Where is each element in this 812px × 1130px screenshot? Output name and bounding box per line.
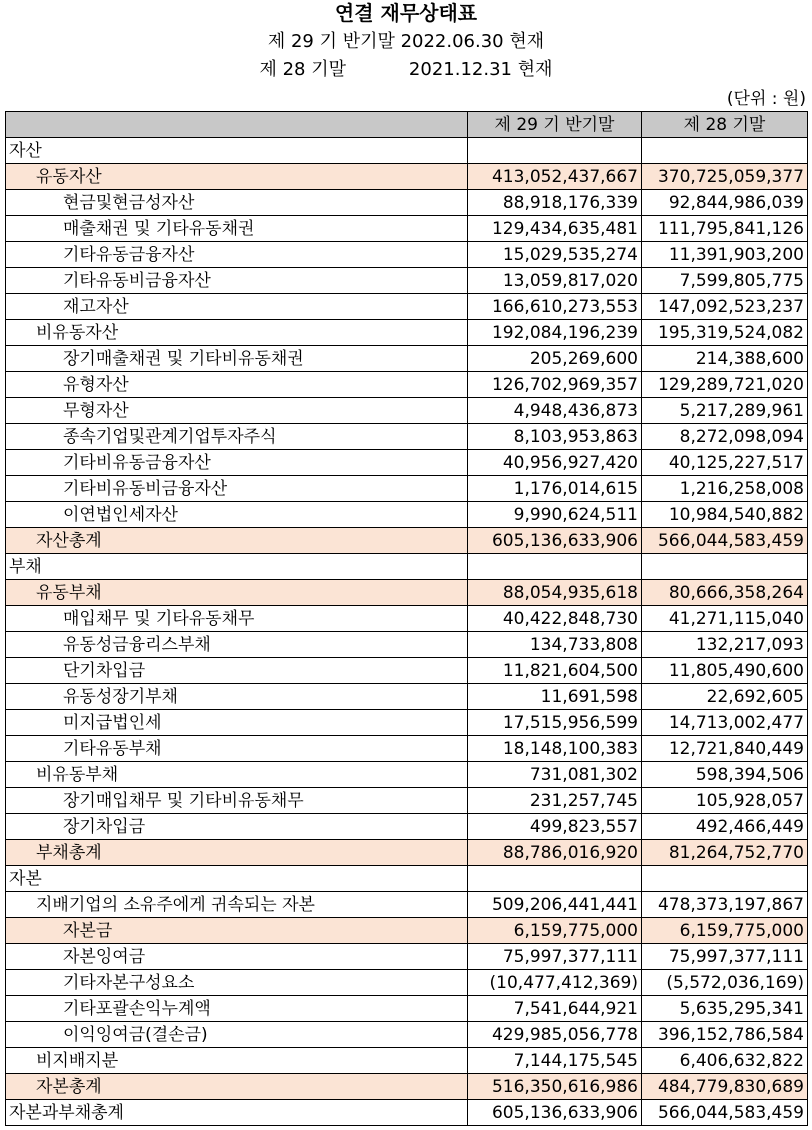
current-period-value: 129,434,635,481	[468, 216, 642, 242]
table-row	[6, 294, 808, 320]
account-label: 기타포괄손익누계액	[6, 996, 468, 1022]
table-row	[6, 424, 808, 450]
account-label: 비유동자산	[6, 320, 468, 346]
account-label: 비유동부채	[6, 762, 468, 788]
current-period-value: 205,269,600	[468, 346, 642, 372]
current-period-value: 88,918,176,339	[468, 190, 642, 216]
account-label: 자본잉여금	[6, 944, 468, 970]
account-label: 유동자산	[6, 164, 468, 190]
current-period-value: 88,054,935,618	[468, 580, 642, 606]
table-row	[6, 944, 808, 970]
table-row	[6, 138, 808, 164]
table-row	[6, 242, 808, 268]
current-period-value	[468, 866, 642, 892]
table-row	[6, 450, 808, 476]
prior-period-value: 132,217,093	[642, 632, 808, 658]
table-row	[6, 684, 808, 710]
current-period-value: 413,052,437,667	[468, 164, 642, 190]
prior-period-value: 566,044,583,459	[642, 528, 808, 554]
period-prior: 제 28 기말 2021.12.31 현재	[259, 59, 553, 80]
account-label: 지배기업의 소유주에게 귀속되는 자본	[6, 892, 468, 918]
current-period-value: 88,786,016,920	[468, 840, 642, 866]
current-period-value: 4,948,436,873	[468, 398, 642, 424]
table-row	[6, 736, 808, 762]
prior-period-value: 129,289,721,020	[642, 372, 808, 398]
prior-period-value: 92,844,986,039	[642, 190, 808, 216]
table-row	[6, 788, 808, 814]
prior-period-value: 7,599,805,775	[642, 268, 808, 294]
table-row	[6, 1048, 808, 1074]
account-label: 부채총계	[6, 840, 468, 866]
account-label: 자본총계	[6, 1074, 468, 1100]
table-row	[6, 1100, 808, 1126]
account-label: 종속기업및관계기업투자주식	[6, 424, 468, 450]
account-label: 기타비유동금융자산	[6, 450, 468, 476]
prior-period-value: 41,271,115,040	[642, 606, 808, 632]
account-label: 부채	[6, 554, 468, 580]
prior-period-value: 598,394,506	[642, 762, 808, 788]
account-label: 유동부채	[6, 580, 468, 606]
table-row	[6, 918, 808, 944]
account-label: 단기차입금	[6, 658, 468, 684]
prior-period-value: 566,044,583,459	[642, 1100, 808, 1126]
prior-period-value: 11,391,903,200	[642, 242, 808, 268]
current-period-value: 429,985,056,778	[468, 1022, 642, 1048]
current-period-value: 126,702,969,357	[468, 372, 642, 398]
prior-period-value: (5,572,036,169)	[642, 970, 808, 996]
header-prior-period: 제 28 기말	[642, 112, 808, 138]
current-period-value: 18,148,100,383	[468, 736, 642, 762]
account-label: 자본금	[6, 918, 468, 944]
current-period-value: 40,422,848,730	[468, 606, 642, 632]
current-period-value: 15,029,535,274	[468, 242, 642, 268]
prior-period-value: 1,216,258,008	[642, 476, 808, 502]
account-label: 현금및현금성자산	[6, 190, 468, 216]
prior-period-value: 12,721,840,449	[642, 736, 808, 762]
header-account	[6, 112, 468, 138]
prior-period-value: 195,319,524,082	[642, 320, 808, 346]
prior-period-value: 492,466,449	[642, 814, 808, 840]
account-label: 무형자산	[6, 398, 468, 424]
account-label: 비지배지분	[6, 1048, 468, 1074]
prior-period-value: 105,928,057	[642, 788, 808, 814]
account-label: 기타유동금융자산	[6, 242, 468, 268]
table-row	[6, 476, 808, 502]
prior-period-value: 11,805,490,600	[642, 658, 808, 684]
table-row	[6, 996, 808, 1022]
table-row	[6, 320, 808, 346]
account-label: 유동성금융리스부채	[6, 632, 468, 658]
prior-period-value: 8,272,098,094	[642, 424, 808, 450]
current-period-value: 605,136,633,906	[468, 528, 642, 554]
current-period-value: 11,821,604,500	[468, 658, 642, 684]
prior-period-value: 6,159,775,000	[642, 918, 808, 944]
current-period-value: 516,350,616,986	[468, 1074, 642, 1100]
current-period-value: 11,691,598	[468, 684, 642, 710]
table-row	[6, 164, 808, 190]
current-period-value: 17,515,956,599	[468, 710, 642, 736]
prior-period-value: 40,125,227,517	[642, 450, 808, 476]
table-row	[6, 606, 808, 632]
account-label: 기타비유동비금융자산	[6, 476, 468, 502]
current-period-value: 1,176,014,615	[468, 476, 642, 502]
table-row	[6, 840, 808, 866]
table-row	[6, 190, 808, 216]
table-row	[6, 216, 808, 242]
prior-period-value: 478,373,197,867	[642, 892, 808, 918]
prior-period-value: 5,635,295,341	[642, 996, 808, 1022]
current-period-value: 7,541,644,921	[468, 996, 642, 1022]
prior-period-value	[642, 138, 808, 164]
table-row	[6, 1022, 808, 1048]
table-row	[6, 814, 808, 840]
prior-period-value: 370,725,059,377	[642, 164, 808, 190]
table-row	[6, 268, 808, 294]
prior-period-value	[642, 554, 808, 580]
table-row	[6, 580, 808, 606]
account-label: 유동성장기부채	[6, 684, 468, 710]
prior-period-value: 22,692,605	[642, 684, 808, 710]
account-label: 매입채무 및 기타유동채무	[6, 606, 468, 632]
table-row	[6, 1074, 808, 1100]
current-period-value: 731,081,302	[468, 762, 642, 788]
current-period-value: 75,997,377,111	[468, 944, 642, 970]
prior-period-value: 147,092,523,237	[642, 294, 808, 320]
prior-period-value	[642, 866, 808, 892]
table-row	[6, 346, 808, 372]
account-label: 매출채권 및 기타유동채권	[6, 216, 468, 242]
table-row	[6, 398, 808, 424]
account-label: 자본	[6, 866, 468, 892]
current-period-value: 192,084,196,239	[468, 320, 642, 346]
table-row	[6, 866, 808, 892]
prior-period-value: 5,217,289,961	[642, 398, 808, 424]
current-period-value: 7,144,175,545	[468, 1048, 642, 1074]
account-label: 장기매입채무 및 기타비유동채무	[6, 788, 468, 814]
current-period-value: 166,610,273,553	[468, 294, 642, 320]
current-period-value: (10,477,412,369)	[468, 970, 642, 996]
header-current-period: 제 29 기 반기말	[468, 112, 642, 138]
prior-period-value: 80,666,358,264	[642, 580, 808, 606]
prior-period-value: 14,713,002,477	[642, 710, 808, 736]
current-period-value: 40,956,927,420	[468, 450, 642, 476]
table-row	[6, 762, 808, 788]
table-row	[6, 372, 808, 398]
unit-label: (단위 : 원)	[726, 89, 806, 109]
period-current: 제 29 기 반기말 2022.06.30 현재	[267, 31, 545, 52]
table-row	[6, 710, 808, 736]
table-header-row	[6, 112, 808, 138]
current-period-value: 13,059,817,020	[468, 268, 642, 294]
table-row	[6, 528, 808, 554]
table-row	[6, 970, 808, 996]
table-row	[6, 554, 808, 580]
current-period-value	[468, 554, 642, 580]
account-label: 자산총계	[6, 528, 468, 554]
current-period-value: 605,136,633,906	[468, 1100, 642, 1126]
account-label: 장기매출채권 및 기타비유동채권	[6, 346, 468, 372]
account-label: 기타자본구성요소	[6, 970, 468, 996]
prior-period-value: 10,984,540,882	[642, 502, 808, 528]
current-period-value: 509,206,441,441	[468, 892, 642, 918]
account-label: 기타유동부채	[6, 736, 468, 762]
account-label: 장기차입금	[6, 814, 468, 840]
balance-sheet-table	[5, 111, 808, 1126]
prior-period-value: 75,997,377,111	[642, 944, 808, 970]
account-label: 기타유동비금융자산	[6, 268, 468, 294]
current-period-value: 499,823,557	[468, 814, 642, 840]
account-label: 자본과부채총계	[6, 1100, 468, 1126]
prior-period-value: 6,406,632,822	[642, 1048, 808, 1074]
account-label: 자산	[6, 138, 468, 164]
table-row	[6, 892, 808, 918]
current-period-value: 9,990,624,511	[468, 502, 642, 528]
prior-period-value: 111,795,841,126	[642, 216, 808, 242]
account-label: 이익잉여금(결손금)	[6, 1022, 468, 1048]
statement-title: 연결 재무상태표	[334, 1, 478, 25]
prior-period-value: 214,388,600	[642, 346, 808, 372]
account-label: 미지급법인세	[6, 710, 468, 736]
account-label: 유형자산	[6, 372, 468, 398]
account-label: 재고자산	[6, 294, 468, 320]
table-row	[6, 632, 808, 658]
current-period-value: 134,733,808	[468, 632, 642, 658]
prior-period-value: 484,779,830,689	[642, 1074, 808, 1100]
account-label: 이연법인세자산	[6, 502, 468, 528]
current-period-value: 231,257,745	[468, 788, 642, 814]
current-period-value: 6,159,775,000	[468, 918, 642, 944]
table-row	[6, 502, 808, 528]
prior-period-value: 81,264,752,770	[642, 840, 808, 866]
current-period-value: 8,103,953,863	[468, 424, 642, 450]
current-period-value	[468, 138, 642, 164]
table-row	[6, 658, 808, 684]
prior-period-value: 396,152,786,584	[642, 1022, 808, 1048]
